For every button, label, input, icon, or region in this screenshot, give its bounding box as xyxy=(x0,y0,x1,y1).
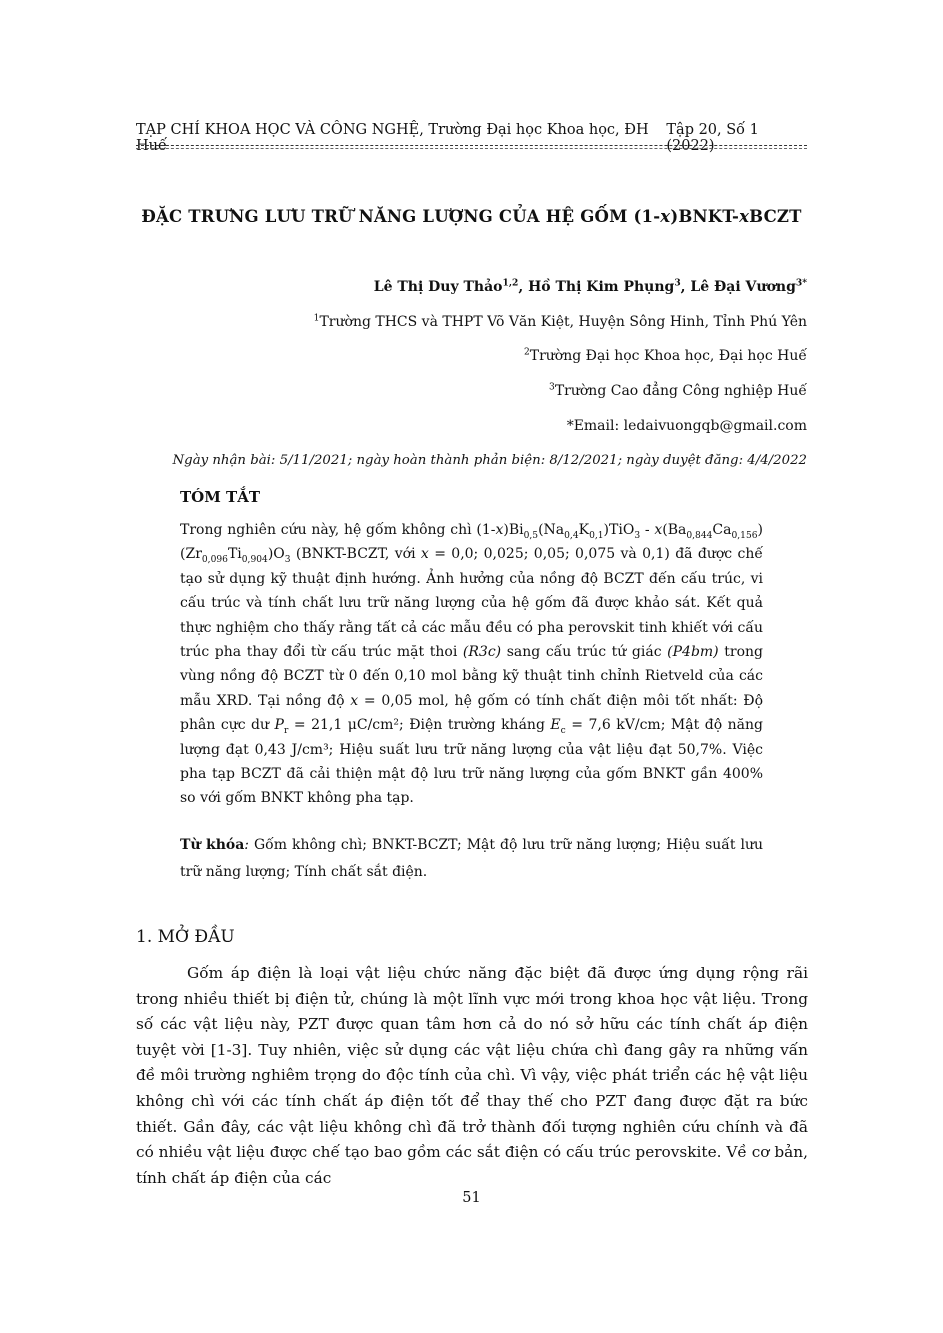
body-paragraph: Gốm áp điện là loại vật liệu chức năng đặc biệt đã được ứng dụng rộng rãi trong nhiều thiết bị điện tử, chúng là một lĩnh vực mới trong khoa học vật liệu. Trong số các vật liệu này, PZT được quan tâm hơn cả do nó sở hữu các tính chất áp điện tuyệt vời [1-3]. Tuy nhiên, việc sử dụng các vật liệu chứa chì đang gây ra những vấn đề môi trường nghiêm trọng do độc tính của chì. Vì vậy, việc phát triển các hệ vật liệu không chì với các tính chất áp điện tốt để thay thế cho PZT đang được đặt ra bức thiết. Gần đây, các vật liệu không chì đã trở thành đối tượng nghiên cứu chính và đã có nhiều vật liệu được chế tạo bao gồm các sắt điện có cấu trúc perovskite. Về cơ bản, tính chất áp điện của các xyxy=(136,964,808,1187)
journal-volume: Tập 20, Số 1 (2022) xyxy=(666,122,759,154)
running-header xyxy=(136,122,807,154)
author-name: Lê Thị Duy Thảo xyxy=(373,279,503,295)
journal-name: TẠP CHÍ KHOA HỌC VÀ CÔNG NGHỆ, Trường Đại học Khoa học, ĐH Huế xyxy=(136,122,649,154)
submission-dates: Ngày nhận bài: 5/11/2021; ngày hoàn thành phản biện: 8/12/2021; ngày duyệt đăng: 4/4/2022 xyxy=(172,453,807,468)
keywords: Từ khóa: Gốm không chì; BNKT-BCZT; Mật độ lưu trữ năng lượng; Hiệu suất lưu trữ năng lượng; Tính chất sắt điện. xyxy=(180,837,763,880)
author-name: Hồ Thị Kim Phụng xyxy=(528,279,675,295)
header-rule-secondary xyxy=(136,148,807,149)
article-title: ĐẶC TRƯNG LƯU TRỮ NĂNG LƯỢNG CỦA HỆ GỐM (1-x)BNKT-xBCZT xyxy=(141,207,802,226)
affiliation-1: $^1$Trường THCS và THPT Võ Văn Kiệt, Huyện Sông Hinh, Tỉnh Phú Yên xyxy=(313,313,807,330)
page-number: 51 xyxy=(462,1190,481,1206)
corresponding-email: *Email: ledaivuongqb@gmail.com xyxy=(566,418,807,434)
author-list: Lê Thị Duy Thảo$^{1,2}$, Hồ Thị Kim Phụng$^3$, Lê Đại Vương$^{3*}$ xyxy=(373,277,807,295)
keywords-label: Từ khóa xyxy=(180,837,245,853)
affiliation-3: $^3$Trường Cao đẳng Công nghiệp Huế xyxy=(549,382,807,399)
abstract-heading: TÓM TẮT xyxy=(180,488,261,506)
abstract-body: Trong nghiên cứu này, hệ gốm không chì $(1-x)Bi_{0,5}(Na_{0,4}K_{0,1})TiO_3 - x(Ba_{0,844}Ca_{0,156})(Zr_{0,096}Ti_{0,904})O_3$ (BNKT-BCZT, với x = 0,0; 0,025; 0,05; 0,075 và 0,1) đã được chế tạo sử dụng kỹ thuật định hướng. Ảnh hưởng của nồng độ BCZT đến cấu trúc, vi cấu trúc và tính chất lưu trữ năng lượng của hệ gốm đã được khảo sát. Kết quả thực nghiệm cho thấy rằng tất cả các mẫu đều có pha perovskit tinh khiết với cấu trúc pha thay đổi từ cấu trúc mặt thoi (R3c) sang cấu trúc tứ giác (P4bm) trong vùng nồng độ BCZT từ 0 đến 0,10 mol bằng kỹ thuật tinh chỉnh Rietveld của các mẫu XRD. Tại nồng độ x = 0,05 mol, hệ gốm có tính chất điện môi tốt nhất: Độ phân cực dư $P_r = 21,1$ μC/cm²; Điện trường kháng $E_c = 7,6$ kV/cm; Mật độ năng lượng đạt 0,43 J/cm³; Hiệu suất lưu trữ năng lượng của vật liệu đạt 50,7%. Việc pha tạp BCZT đã cải thiện mật độ lưu trữ năng lượng của gốm BNKT gần 400% so với gốm BNKT không pha tạp. xyxy=(180,522,763,807)
section-heading: 1. MỞ ĐẦU xyxy=(136,927,235,947)
header-rule xyxy=(136,145,807,146)
author-name: Lê Đại Vương xyxy=(690,279,796,295)
affiliation-2: $^2$Trường Đại học Khoa học, Đại học Huế xyxy=(523,347,807,364)
